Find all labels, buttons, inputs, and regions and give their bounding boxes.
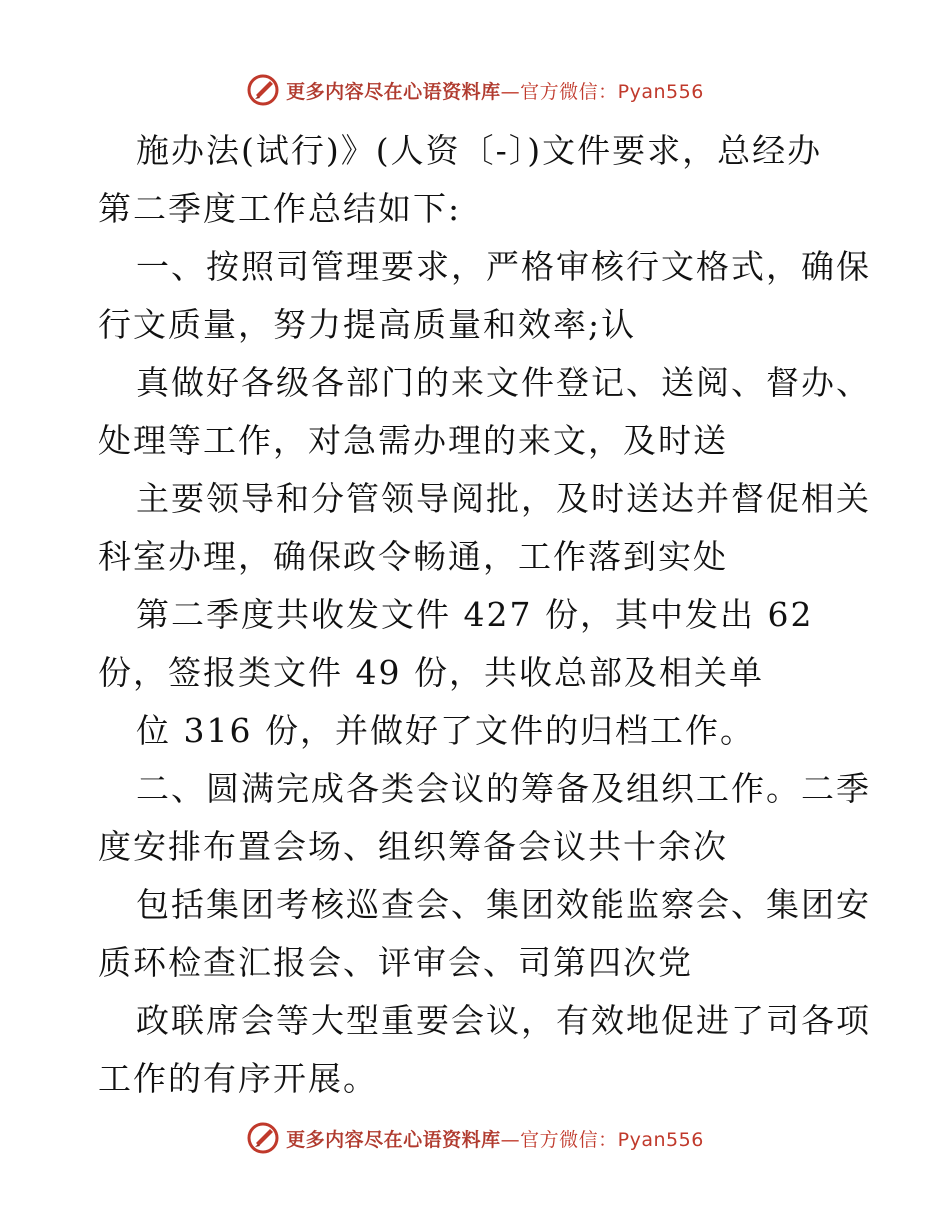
text-line: 政联席会等大型重要会议，有效地促进了司各项 bbox=[136, 1001, 871, 1040]
text-line: 份，签报类文件 49 份，共收总部及相关单 bbox=[98, 653, 764, 692]
text-line: 行文质量，努力提高质量和效率;认 bbox=[98, 305, 637, 344]
text-line: 包括集团考核巡查会、集团效能监察会、集团安 bbox=[136, 885, 871, 924]
banner-sub-text: 官方微信：Pyan556 bbox=[520, 1128, 704, 1151]
banner-dash: — bbox=[500, 1128, 521, 1151]
logo-icon bbox=[246, 73, 280, 107]
text-line: 处理等工作，对急需办理的来文，及时送 bbox=[98, 421, 728, 460]
text-line: 主要领导和分管领导阅批，及时送达并督促相关 bbox=[136, 479, 871, 518]
document-body bbox=[98, 122, 871, 1108]
text-line: 工作的有序开展。 bbox=[98, 1059, 378, 1098]
text-line: 科室办理，确保政令畅通，工作落到实处 bbox=[98, 537, 728, 576]
header-banner bbox=[0, 70, 950, 110]
text-line: 第二季度共收发文件 427 份，其中发出 62 bbox=[136, 595, 814, 634]
banner-main-text: 更多内容尽在心语资料库 bbox=[286, 1128, 501, 1151]
banner-sub-text: 官方微信：Pyan556 bbox=[520, 80, 704, 103]
text-line: 第二季度工作总结如下: bbox=[98, 189, 462, 228]
text-line: 真做好各级各部门的来文件登记、送阅、督办、 bbox=[136, 363, 871, 402]
footer-banner bbox=[0, 1118, 950, 1158]
banner-main-text: 更多内容尽在心语资料库 bbox=[286, 80, 501, 103]
header-banner-text bbox=[286, 77, 704, 104]
text-line: 施办法(试行)》(人资〔-〕)文件要求，总经办 bbox=[136, 131, 823, 170]
logo-icon bbox=[246, 1121, 280, 1155]
footer-banner-text bbox=[286, 1125, 704, 1152]
text-line: 二、圆满完成各类会议的筹备及组织工作。二季 bbox=[136, 769, 871, 808]
text-line: 一、按照司管理要求，严格审核行文格式，确保 bbox=[136, 247, 871, 286]
footer-banner-inner bbox=[246, 1121, 704, 1155]
banner-dash: — bbox=[500, 80, 521, 103]
text-line: 位 316 份，并做好了文件的归档工作。 bbox=[136, 711, 755, 750]
text-line: 度安排布置会场、组织筹备会议共十余次 bbox=[98, 827, 728, 866]
text-line: 质环检查汇报会、评审会、司第四次党 bbox=[98, 943, 693, 982]
header-banner-inner bbox=[246, 73, 704, 107]
